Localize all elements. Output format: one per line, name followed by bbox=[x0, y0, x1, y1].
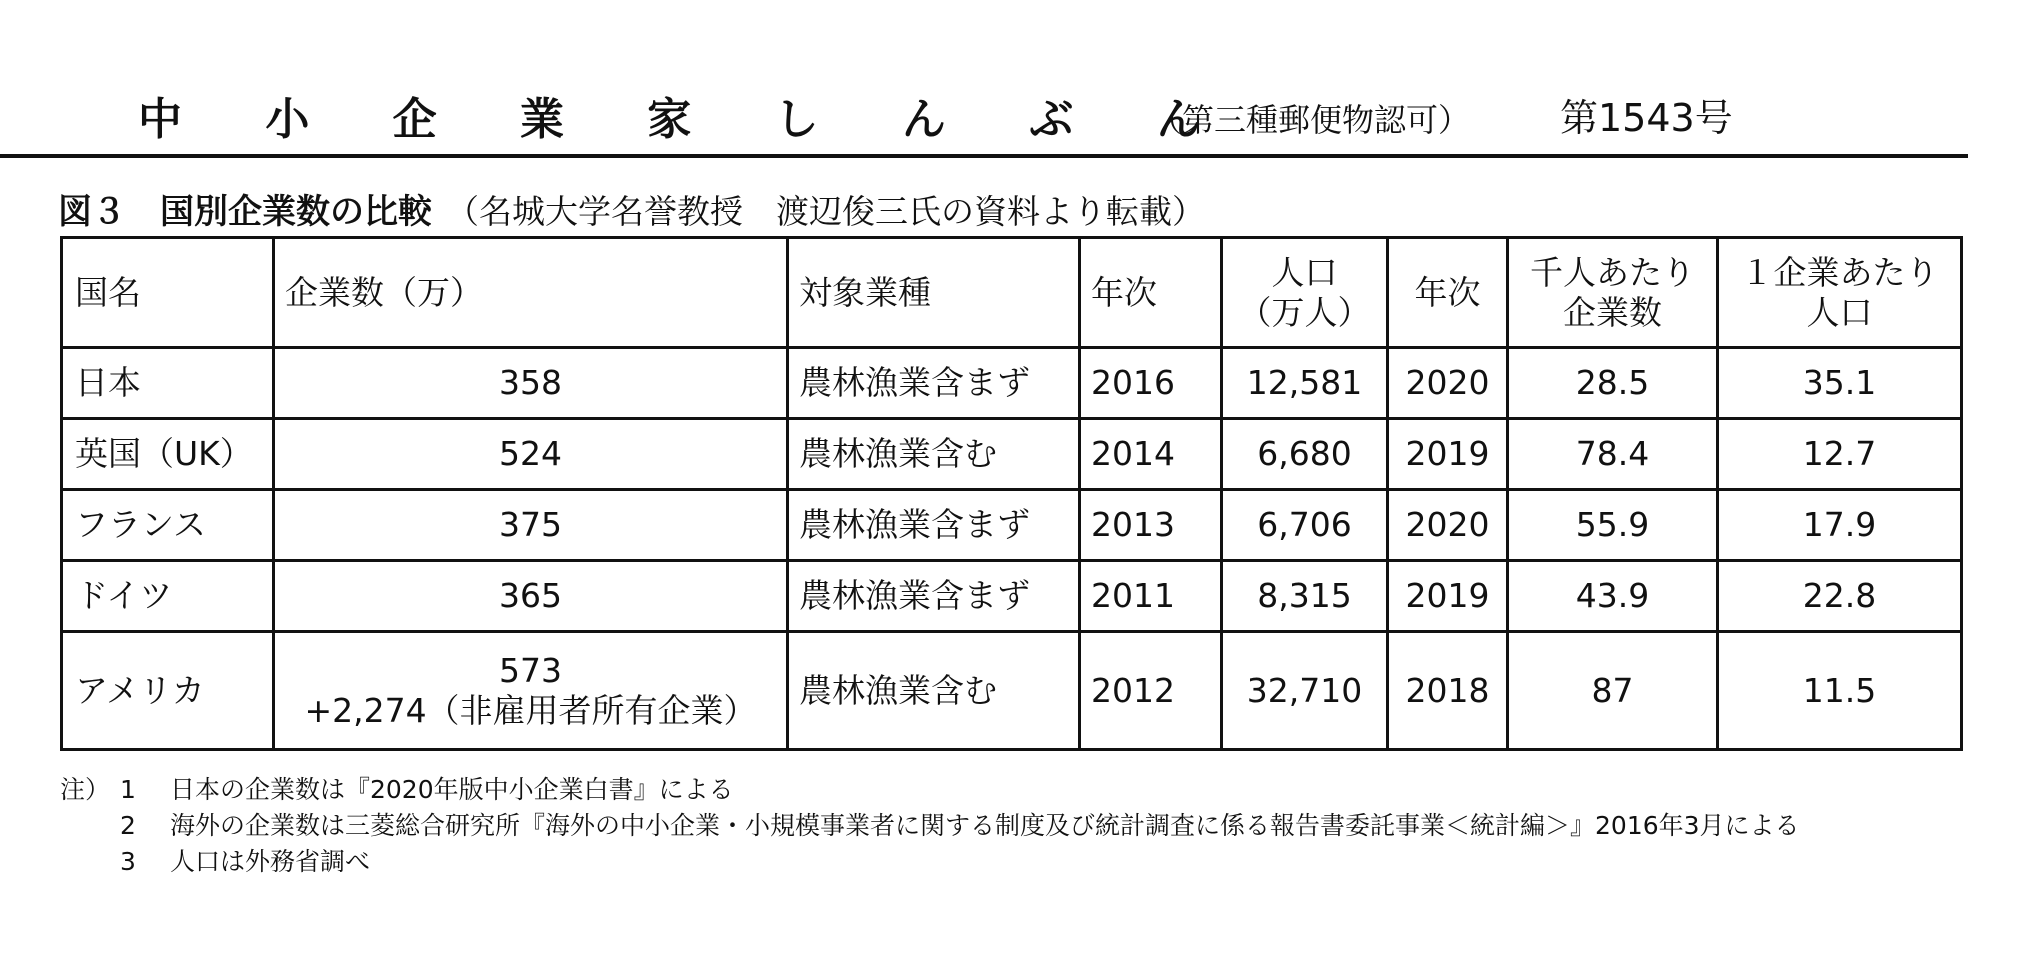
cell-industry: 農林漁業含まず bbox=[788, 348, 1080, 419]
figure-source: （名城大学名誉教授 渡辺俊三氏の資料より転載） bbox=[446, 192, 1205, 231]
enterprise-comparison-table bbox=[60, 236, 1963, 751]
header-per-thousand-line2: 企業数 bbox=[1563, 292, 1662, 332]
footnote-number: 1 bbox=[120, 775, 136, 804]
header-population-line1: 人口 bbox=[1271, 252, 1338, 292]
cell-population: 6,680 bbox=[1222, 419, 1388, 490]
cell-industry: 農林漁業含む bbox=[788, 632, 1080, 750]
header-per-enterprise bbox=[1718, 238, 1962, 348]
header-population bbox=[1222, 238, 1388, 348]
cell-per-thousand: 78.4 bbox=[1508, 419, 1718, 490]
cell-year-enterprises: 2011 bbox=[1080, 561, 1222, 632]
cell-country: 日本 bbox=[62, 348, 274, 419]
cell-country: ドイツ bbox=[62, 561, 274, 632]
cell-enterprises bbox=[274, 632, 788, 750]
footnotes bbox=[60, 772, 1800, 880]
header-industry: 対象業種 bbox=[788, 238, 1080, 348]
cell-enterprises-line2: +2,274（非雇用者所有企業） bbox=[304, 690, 757, 730]
masthead-divider bbox=[0, 154, 1968, 158]
header-enterprises: 企業数（万） bbox=[274, 238, 788, 348]
cell-per-thousand: 55.9 bbox=[1508, 490, 1718, 561]
header-population-line2: （万人） bbox=[1238, 292, 1371, 332]
header-per-thousand-line1: 千人あたり bbox=[1530, 252, 1695, 292]
cell-enterprises: 358 bbox=[274, 348, 788, 419]
cell-year-population: 2019 bbox=[1388, 419, 1508, 490]
figure-label: 図３ bbox=[58, 192, 126, 232]
cell-year-population: 2019 bbox=[1388, 561, 1508, 632]
cell-year-enterprises: 2014 bbox=[1080, 419, 1222, 490]
cell-enterprises-line1: 573 bbox=[499, 650, 562, 690]
cell-year-population: 2020 bbox=[1388, 490, 1508, 561]
cell-enterprises: 365 bbox=[274, 561, 788, 632]
table-row-france bbox=[62, 490, 1962, 561]
cell-enterprises: 524 bbox=[274, 419, 788, 490]
footnote-text: 日本の企業数は『2020年版中小企業白書』による bbox=[170, 775, 734, 804]
cell-per-enterprise: 17.9 bbox=[1718, 490, 1962, 561]
cell-population: 32,710 bbox=[1222, 632, 1388, 750]
cell-population: 12,581 bbox=[1222, 348, 1388, 419]
cell-country: アメリカ bbox=[62, 632, 274, 750]
cell-country: 英国（UK） bbox=[62, 419, 274, 490]
footnote-number: 2 bbox=[120, 811, 136, 840]
header-per-enterprise-line1: １企業あたり bbox=[1740, 252, 1939, 292]
cell-year-enterprises: 2016 bbox=[1080, 348, 1222, 419]
header-per-enterprise-line2: 人口 bbox=[1806, 292, 1873, 332]
newspaper-title: 中 小 企 業 家 し ん ぶ ん bbox=[138, 94, 1235, 145]
cell-per-thousand: 87 bbox=[1508, 632, 1718, 750]
footnote-3 bbox=[60, 844, 1800, 880]
figure-caption bbox=[58, 186, 1205, 238]
cell-enterprises: 375 bbox=[274, 490, 788, 561]
footnote-2 bbox=[60, 808, 1800, 844]
header-year-population: 年次 bbox=[1388, 238, 1508, 348]
cell-per-enterprise: 11.5 bbox=[1718, 632, 1962, 750]
figure-title: 国別企業数の比較 bbox=[160, 192, 432, 232]
cell-industry: 農林漁業含む bbox=[788, 419, 1080, 490]
cell-per-thousand: 43.9 bbox=[1508, 561, 1718, 632]
footnote-text: 人口は外務省調べ bbox=[170, 847, 371, 876]
cell-population: 6,706 bbox=[1222, 490, 1388, 561]
postal-permit-note: （第三種郵便物認可） bbox=[1150, 101, 1471, 139]
table-row-uk bbox=[62, 419, 1962, 490]
cell-year-population: 2018 bbox=[1388, 632, 1508, 750]
cell-per-enterprise: 12.7 bbox=[1718, 419, 1962, 490]
header-per-thousand bbox=[1508, 238, 1718, 348]
issue-number: 第1543号 bbox=[1560, 96, 1733, 140]
cell-year-population: 2020 bbox=[1388, 348, 1508, 419]
footnote-1 bbox=[60, 772, 1800, 808]
cell-year-enterprises: 2012 bbox=[1080, 632, 1222, 750]
cell-year-enterprises: 2013 bbox=[1080, 490, 1222, 561]
table-header-row bbox=[62, 238, 1962, 348]
header-country: 国名 bbox=[62, 238, 274, 348]
cell-industry: 農林漁業含まず bbox=[788, 490, 1080, 561]
cell-per-enterprise: 35.1 bbox=[1718, 348, 1962, 419]
cell-population: 8,315 bbox=[1222, 561, 1388, 632]
cell-per-enterprise: 22.8 bbox=[1718, 561, 1962, 632]
table-row-germany bbox=[62, 561, 1962, 632]
table-row-japan bbox=[62, 348, 1962, 419]
cell-industry: 農林漁業含まず bbox=[788, 561, 1080, 632]
cell-country: フランス bbox=[62, 490, 274, 561]
footnote-text: 海外の企業数は三菱総合研究所『海外の中小企業・小規模事業者に関する制度及び統計調査に係る報告書委託事業＜統計編＞』2016年3月による bbox=[170, 811, 1800, 840]
cell-per-thousand: 28.5 bbox=[1508, 348, 1718, 419]
table-row-usa bbox=[62, 632, 1962, 750]
header-year-enterprises: 年次 bbox=[1080, 238, 1222, 348]
footnote-number: 3 bbox=[120, 847, 136, 876]
footnote-prefix: 注） bbox=[60, 775, 111, 804]
